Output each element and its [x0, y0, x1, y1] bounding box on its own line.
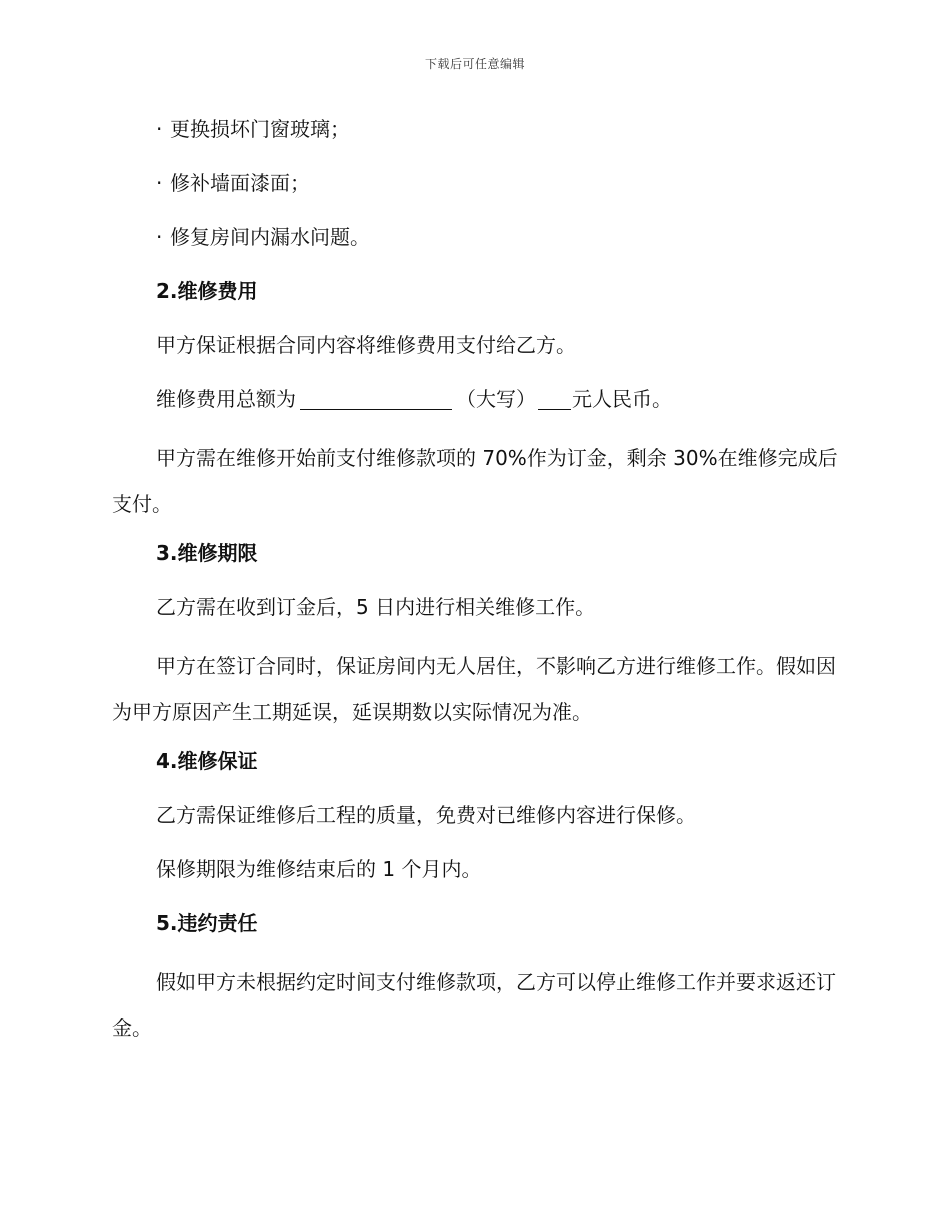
paragraph: 甲方需在维修开始前支付维修款项的 70%作为订金，剩余 30%在维修完成后支付。 — [112, 446, 838, 516]
bullet-item — [112, 111, 838, 147]
fee-total-middle: （大写） — [456, 387, 536, 411]
bullet-text: 修补墙面漆面； — [170, 171, 310, 195]
bullet-text: 更换损坏门窗玻璃； — [170, 117, 350, 141]
bullet-text: 修复房间内漏水问题。 — [170, 225, 370, 249]
section-heading-liability: 5.违约责任 — [156, 911, 258, 935]
bullet-dot: · — [156, 117, 163, 141]
fee-capital-blank — [538, 385, 571, 410]
fee-total-line — [112, 381, 838, 417]
document-body — [112, 111, 838, 1059]
section-heading-period: 3.维修期限 — [156, 541, 258, 565]
bullet-item — [112, 219, 838, 255]
section-heading-fees: 2.维修费用 — [156, 279, 258, 303]
fee-total-prefix: 维修费用总额为 — [156, 387, 296, 411]
fee-amount-blank — [300, 385, 452, 410]
paragraph: 假如甲方未根据约定时间支付维修款项，乙方可以停止维修工作并要求返还订金。 — [112, 970, 836, 1040]
bullet-item — [112, 165, 838, 201]
paragraph: 甲方在签订合同时，保证房间内无人居住，不影响乙方进行维修工作。假如因为甲方原因产生工期延误，延误期数以实际情况为准。 — [112, 654, 836, 724]
bullet-dot: · — [156, 171, 163, 195]
fee-total-suffix: 元人民币。 — [572, 387, 672, 411]
paragraph: 乙方需在收到订金后，5 日内进行相关维修工作。 — [156, 595, 596, 619]
bullet-dot: · — [156, 225, 163, 249]
paragraph: 保修期限为维修结束后的 1 个月内。 — [156, 857, 482, 881]
section-heading-warranty: 4.维修保证 — [156, 749, 258, 773]
page-header-note: 下载后可任意编辑 — [424, 57, 525, 71]
paragraph: 甲方保证根据合同内容将维修费用支付给乙方。 — [156, 333, 576, 357]
paragraph: 乙方需保证维修后工程的质量，免费对已维修内容进行保修。 — [156, 803, 696, 827]
